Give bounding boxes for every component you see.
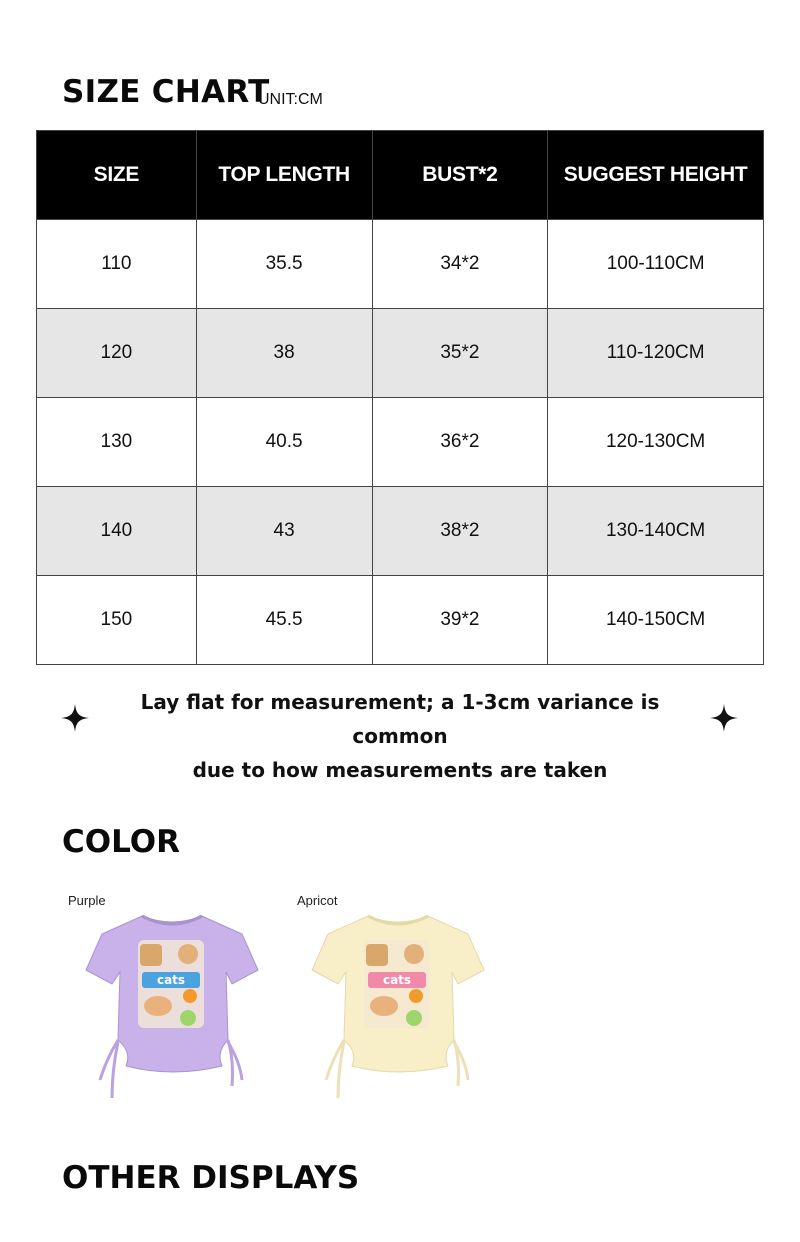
cell-size: 140 xyxy=(37,487,197,576)
measurement-note-line-2: due to how measurements are taken xyxy=(192,758,608,782)
table-row xyxy=(37,487,764,576)
measurement-note-line-1: Lay flat for measurement; a 1-3cm variance is common xyxy=(140,690,660,748)
cell-suggest-height: 110-120CM xyxy=(548,309,764,398)
cell-bust: 36*2 xyxy=(372,398,548,487)
cell-top-length: 38 xyxy=(196,309,372,398)
cell-suggest-height: 140-150CM xyxy=(548,576,764,665)
table-row xyxy=(37,398,764,487)
apricot-tshirt xyxy=(312,916,484,1098)
purple-tshirt xyxy=(86,916,258,1098)
cell-size: 110 xyxy=(37,220,197,309)
column-header-suggest-height: SUGGEST HEIGHT xyxy=(548,131,764,220)
cell-bust: 38*2 xyxy=(372,487,548,576)
size-table xyxy=(36,130,764,665)
unit-label: UNIT:CM xyxy=(258,91,323,108)
cell-suggest-height: 100-110CM xyxy=(548,220,764,309)
cell-top-length: 35.5 xyxy=(196,220,372,309)
column-header-bust: BUST*2 xyxy=(372,131,548,220)
table-row xyxy=(37,220,764,309)
cell-size: 120 xyxy=(37,309,197,398)
size-chart-title: SIZE CHART xyxy=(62,74,270,110)
measurement-note xyxy=(100,685,700,787)
cell-top-length: 43 xyxy=(196,487,372,576)
column-header-top-length: TOP LENGTH xyxy=(196,131,372,220)
color-section-title: COLOR xyxy=(62,824,180,860)
cell-bust: 35*2 xyxy=(372,309,548,398)
shirt-print-text: cats xyxy=(156,973,186,987)
cell-size: 130 xyxy=(37,398,197,487)
table-header-row xyxy=(37,131,764,220)
cell-suggest-height: 120-130CM xyxy=(548,398,764,487)
other-displays-title: OTHER DISPLAYS xyxy=(62,1160,360,1196)
cell-top-length: 40.5 xyxy=(196,398,372,487)
swatch-label-purple: Purple xyxy=(68,893,106,908)
cell-bust: 34*2 xyxy=(372,220,548,309)
table-row xyxy=(37,309,764,398)
tshirt-icon[interactable] xyxy=(82,910,262,1104)
swatch-label-apricot: Apricot xyxy=(297,893,338,908)
cell-top-length: 45.5 xyxy=(196,576,372,665)
sparkle-icon xyxy=(709,703,739,733)
tshirt-icon[interactable] xyxy=(308,910,488,1104)
cell-size: 150 xyxy=(37,576,197,665)
table-row xyxy=(37,576,764,665)
cell-bust: 39*2 xyxy=(372,576,548,665)
shirt-print-text: cats xyxy=(382,973,412,987)
cell-suggest-height: 130-140CM xyxy=(548,487,764,576)
sparkle-icon xyxy=(60,703,90,733)
column-header-size: SIZE xyxy=(37,131,197,220)
